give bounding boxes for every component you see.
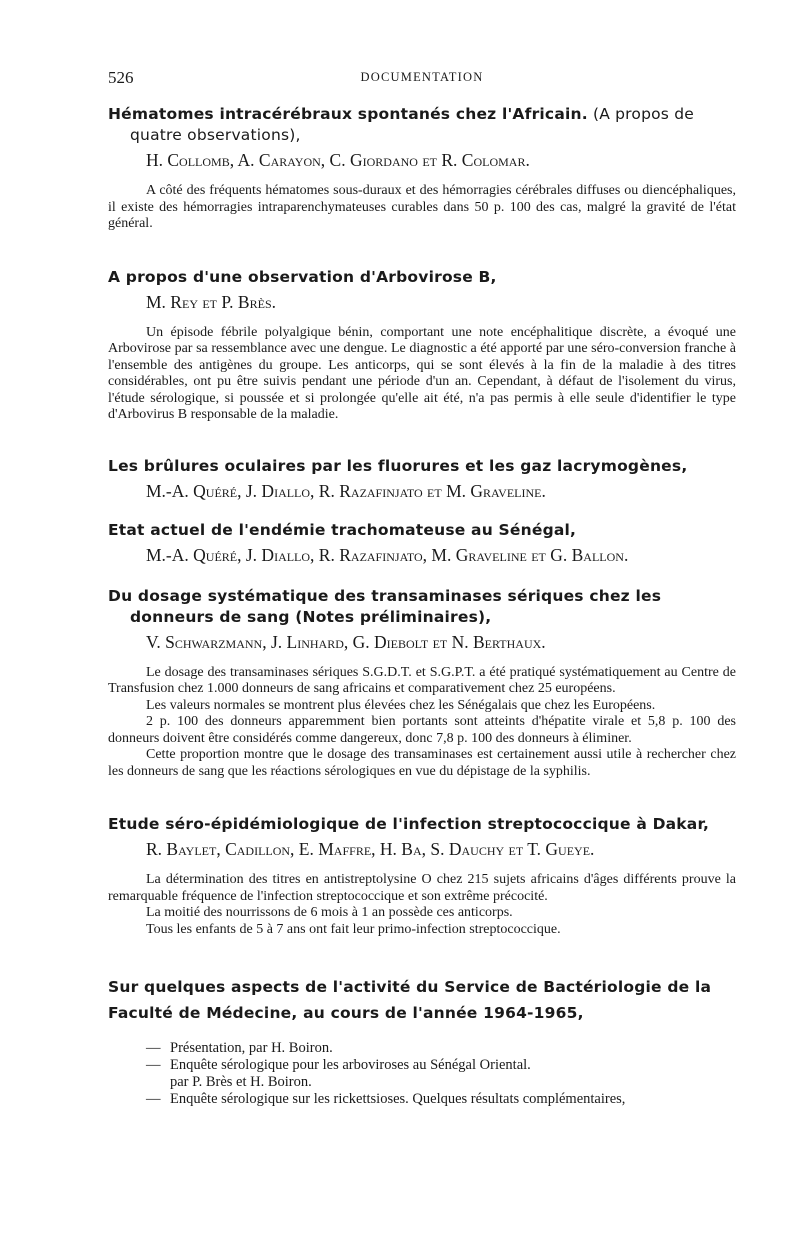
- abstract-entry: [108, 586, 736, 781]
- list-item: [146, 1040, 736, 1057]
- entry-abstract: [108, 325, 736, 424]
- list-item-text: Enquête sérologique sur les rickettsioses. Quelques résultats complémentaires,: [170, 1091, 626, 1107]
- list-item: [146, 1057, 736, 1074]
- abstract-paragraph: 2 p. 100 des donneurs apparemment bien portants sont atteints d'hépatite virale et 5,8 p. 100 des donneurs doivent être considérés comme dangereux, donc 7,8 p. 100 des donneurs à éliminer.: [108, 714, 736, 746]
- abstract-paragraph: Tous les enfants de 5 à 7 ans ont fait leur primo-infection streptococcique.: [146, 921, 561, 937]
- page-content: [108, 104, 736, 1108]
- abstract-paragraph: A côté des fréquents hématomes sous-duraux et des hémorragies cérébrales diffuses ou diencéphaliques, il existe des hémorragies intraparenchymateuses curables dans 50 p. 100 des cas, malgré la gravité de l'état général.: [108, 183, 736, 231]
- page-header: [108, 68, 736, 90]
- entry-title: Etude séro-épidémiologique de l'infection streptococcique à Dakar,: [108, 815, 710, 833]
- entry-authors: M.-A. Quéré, J. Diallo, R. Razafinjato, M. Graveline et G. Ballon.: [146, 544, 629, 565]
- entry-authors: M.-A. Quéré, J. Diallo, R. Razafinjato et M. Graveline.: [146, 480, 546, 501]
- list-item-text: Présentation, par H. Boiron.: [170, 1040, 333, 1056]
- entry-title-bold: Hématomes intracérébraux spontanés chez l'Africain.: [108, 105, 588, 123]
- entry-title: A propos d'une observation d'Arbovirose B,: [108, 267, 497, 286]
- dash-glyph: —: [146, 1091, 161, 1107]
- abstract-paragraph: Le dosage des transaminases sériques S.G.D.T. et S.G.P.T. a été pratiqué systématiquement au Centre de Transfusion chez 1.000 donneurs de sang africains et comparativement chez 25 européens.: [108, 664, 736, 696]
- abstract-entry: [108, 974, 736, 1108]
- dash-glyph: —: [146, 1057, 161, 1073]
- abstract-paragraph: Les valeurs normales se montrent plus élevées chez les Sénégalais que chez les Européens.: [146, 697, 656, 713]
- entry-authors: M. Rey et P. Brès.: [146, 291, 276, 312]
- abstract-entry: [108, 267, 736, 424]
- entry-title: [108, 104, 736, 146]
- entry-authors: H. Collomb, A. Carayon, C. Giordano et R. Colomar.: [146, 150, 530, 170]
- abstract-entry: [108, 456, 736, 502]
- entry-title: Etat actuel de l'endémie trachomateuse au Sénégal,: [108, 520, 577, 539]
- list-item: [146, 1091, 736, 1108]
- abstract-entry: [108, 104, 736, 233]
- presentation-list: [146, 1040, 736, 1108]
- entry-authors: V. Schwarzmann, J. Linhard, G. Diebolt et N. Berthaux.: [146, 631, 546, 652]
- list-item-subline: par P. Brès et H. Boiron.: [170, 1074, 312, 1090]
- abstract-paragraph: Un épisode fébrile polyalgique bénin, comportant une note encéphalitique discrète, a évoqué une Arbovirose par sa ressemblance avec une dengue. Le diagnostic a été apporté par une séro-conversion franche à l'ensemble des antigènes du groupe. Les anticorps, qui se sont élevés à la fin de la maladie à des titres considérables, ont pu être suivis pendant une période d'un an. Cependant, à défaut de l'isolement du virus, l'étude sérologique, si poussée et si prolongée qu'elle ait été, n'a pas permis à elle seule d'identifier le type d'Arbovirus B responsable de la maladie.: [108, 324, 736, 422]
- entry-title: Les brûlures oculaires par les fluorures et les gaz lacrymogènes,: [108, 456, 688, 475]
- running-head: DOCUMENTATION: [360, 70, 484, 84]
- entry-abstract: [108, 872, 736, 938]
- abstract-entry: [108, 520, 736, 566]
- list-item-text: Enquête sérologique pour les arboviroses au Sénégal Oriental.: [170, 1057, 531, 1073]
- entry-authors: R. Baylet, Cadillon, E. Maffre, H. Ba, S. Dauchy et T. Gueye.: [146, 839, 595, 859]
- abstract-entry: [108, 814, 736, 938]
- entry-abstract: [108, 665, 736, 781]
- page-number: 526: [108, 68, 134, 87]
- entry-title-rest: (A propos de quatre observations),: [130, 105, 694, 144]
- entry-title: Du dosage systématique des transaminases sériques chez les donneurs de sang (Notes préliminaires),: [108, 586, 662, 626]
- abstract-paragraph: La détermination des titres en antistreptolysine O chez 215 sujets africains d'âges différents prouve la remarquable fréquence de l'infection streptococcique et son extrême précocité.: [108, 872, 736, 904]
- entry-title: Sur quelques aspects de l'activité du Service de Bactériologie de la Faculté de Médecine, au cours de l'année 1964-1965,: [108, 978, 712, 1022]
- abstract-paragraph: La moitié des nourrissons de 6 mois à 1 an possède ces anticorps.: [146, 905, 513, 920]
- abstract-paragraph: Cette proportion montre que le dosage des transaminases est certainement aussi utile à rechercher chez les donneurs de sang que les réactions sérologiques en vue du dépistage de la syphilis.: [108, 747, 736, 779]
- dash-glyph: —: [146, 1040, 161, 1056]
- entry-abstract: [108, 183, 736, 233]
